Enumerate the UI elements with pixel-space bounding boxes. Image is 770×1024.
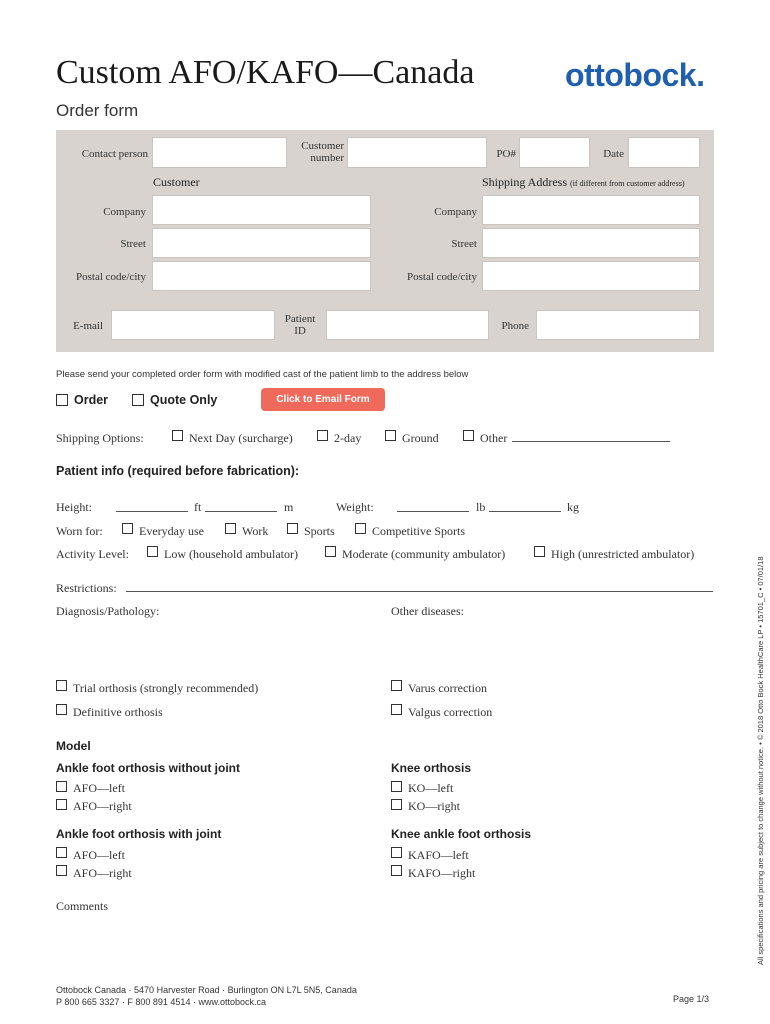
afo-joint-right-label: AFO—right — [73, 866, 132, 880]
date-label: Date — [603, 148, 624, 160]
ko-left-label: KO—left — [408, 781, 454, 795]
next-day-label: Next Day (surcharge) — [189, 431, 293, 445]
customer-number-label: Customer number — [301, 140, 344, 164]
m-unit: m — [284, 500, 294, 514]
activity-moderate-label: Moderate (community ambulator) — [342, 547, 506, 561]
weight-lb-line[interactable] — [397, 511, 469, 512]
competitive-sports-checkbox[interactable] — [355, 523, 366, 534]
kafo-heading: Knee ankle foot orthosis — [391, 827, 532, 841]
po-field[interactable] — [519, 137, 590, 168]
po-label: PO# — [496, 148, 516, 160]
footer-contact-line: P 800 665 3327 · F 800 891 4514 · www.ottobock.ca — [56, 997, 266, 1007]
shipping-options-label: Shipping Options: — [56, 431, 144, 445]
order-checkbox[interactable] — [56, 394, 68, 406]
other-shipping-label: Other — [480, 431, 508, 445]
company-field[interactable] — [152, 195, 371, 225]
date-field[interactable] — [628, 137, 700, 168]
height-label: Height: — [56, 500, 92, 514]
quote-only-label: Quote Only — [150, 393, 218, 407]
shipping-heading-note: (if different from customer address) — [570, 179, 685, 188]
other-shipping-line[interactable] — [512, 441, 670, 442]
work-checkbox[interactable] — [225, 523, 236, 534]
valgus-checkbox[interactable] — [391, 704, 402, 715]
other-shipping-checkbox[interactable] — [463, 430, 474, 441]
shipping-company-field[interactable] — [482, 195, 700, 225]
contact-person-label: Contact person — [81, 148, 148, 160]
ko-left-checkbox[interactable] — [391, 781, 402, 792]
email-form-button[interactable]: Click to Email Form — [261, 388, 385, 411]
patient-id-field[interactable] — [326, 310, 489, 340]
page-title: Custom AFO/KAFO—Canada — [56, 54, 475, 91]
street-label: Street — [120, 238, 146, 250]
kafo-right-checkbox[interactable] — [391, 865, 402, 876]
everyday-use-checkbox[interactable] — [122, 523, 133, 534]
two-day-checkbox[interactable] — [317, 430, 328, 441]
afo-left-checkbox[interactable] — [56, 781, 67, 792]
height-ft-line[interactable] — [116, 511, 188, 512]
weight-kg-line[interactable] — [489, 511, 561, 512]
sports-checkbox[interactable] — [287, 523, 298, 534]
ko-right-label: KO—right — [408, 799, 460, 813]
activity-low-label: Low (household ambulator) — [164, 547, 298, 561]
varus-label: Varus correction — [408, 681, 487, 695]
phone-field[interactable] — [536, 310, 700, 340]
model-heading: Model — [56, 739, 91, 753]
afo-left-label: AFO—left — [73, 781, 125, 795]
valgus-label: Valgus correction — [408, 705, 493, 719]
afo-joint-left-label: AFO—left — [73, 848, 125, 862]
patient-info-heading: Patient info (required before fabrication): — [56, 464, 300, 478]
shipping-heading — [482, 175, 685, 190]
street-field[interactable] — [152, 228, 371, 258]
customer-heading: Customer — [153, 175, 200, 189]
sports-label: Sports — [304, 524, 335, 538]
footer-address — [56, 984, 357, 1008]
height-m-line[interactable] — [205, 511, 277, 512]
varus-checkbox[interactable] — [391, 680, 402, 691]
activity-high-checkbox[interactable] — [534, 546, 545, 557]
afo-joint-right-checkbox[interactable] — [56, 865, 67, 876]
activity-high-label: High (unrestricted ambulator) — [551, 547, 695, 561]
worn-for-label: Worn for: — [56, 524, 103, 538]
definitive-orthosis-checkbox[interactable] — [56, 704, 67, 715]
lb-unit: lb — [476, 500, 486, 514]
trial-orthosis-checkbox[interactable] — [56, 680, 67, 691]
competitive-sports-label: Competitive Sports — [372, 524, 465, 538]
shipping-street-field[interactable] — [482, 228, 700, 258]
footer-address-line: Ottobock Canada · 5470 Harvester Road · Burlington ON L7L 5N5, Canada — [56, 985, 357, 995]
ko-right-checkbox[interactable] — [391, 799, 402, 810]
postal-field[interactable] — [152, 261, 371, 291]
contact-person-field[interactable] — [152, 137, 287, 168]
afo-no-joint-heading: Ankle foot orthosis without joint — [56, 761, 240, 775]
customer-number-field[interactable] — [347, 137, 487, 168]
instruction-note: Please send your completed order form with modified cast of the patient limb to the address below — [56, 369, 469, 380]
activity-low-checkbox[interactable] — [147, 546, 158, 557]
two-day-label: 2-day — [334, 431, 362, 445]
activity-moderate-checkbox[interactable] — [325, 546, 336, 557]
ottobock-logo: ottobock. — [565, 57, 705, 93]
postal-label: Postal code/city — [76, 271, 146, 283]
activity-level-label: Activity Level: — [56, 547, 129, 561]
diagnosis-label: Diagnosis/Pathology: — [56, 604, 160, 618]
shipping-postal-label: Postal code/city — [407, 271, 477, 283]
afo-joint-left-checkbox[interactable] — [56, 847, 67, 858]
kafo-right-label: KAFO—right — [408, 866, 476, 880]
knee-orthosis-heading: Knee orthosis — [391, 761, 472, 775]
kafo-left-checkbox[interactable] — [391, 847, 402, 858]
order-label: Order — [74, 393, 109, 407]
customer-info-panel — [56, 130, 714, 352]
shipping-heading-label: Shipping Address — [482, 175, 568, 189]
restrictions-line[interactable] — [126, 591, 713, 592]
afo-right-label: AFO—right — [73, 799, 132, 813]
trial-orthosis-label: Trial orthosis (strongly recommended) — [73, 681, 259, 695]
next-day-checkbox[interactable] — [172, 430, 183, 441]
kafo-left-label: KAFO—left — [408, 848, 469, 862]
afo-right-checkbox[interactable] — [56, 799, 67, 810]
afo-joint-heading: Ankle foot orthosis with joint — [56, 827, 222, 841]
quote-only-checkbox[interactable] — [132, 394, 144, 406]
shipping-company-label: Company — [434, 206, 477, 218]
shipping-postal-field[interactable] — [482, 261, 700, 291]
ground-checkbox[interactable] — [385, 430, 396, 441]
everyday-use-label: Everyday use — [139, 524, 204, 538]
email-field[interactable] — [111, 310, 275, 340]
weight-label: Weight: — [336, 500, 374, 514]
comments-label: Comments — [56, 899, 109, 913]
definitive-orthosis-label: Definitive orthosis — [73, 705, 163, 719]
email-label: E-mail — [73, 320, 103, 332]
page-number: Page 1/3 — [673, 994, 710, 1004]
legal-side-text: All specifications and pricing are subject to change without notice. • © 2018 Otto Bock HealthCare LP • 15701_C • 07/01/18 — [756, 556, 765, 965]
restrictions-label: Restrictions: — [56, 581, 117, 595]
page-subtitle: Order form — [56, 101, 139, 120]
other-diseases-label: Other diseases: — [391, 604, 464, 618]
company-label: Company — [103, 206, 146, 218]
phone-label: Phone — [501, 320, 529, 332]
patient-id-label: Patient ID — [284, 313, 316, 337]
work-label: Work — [242, 524, 269, 538]
kg-unit: kg — [567, 500, 579, 514]
shipping-street-label: Street — [451, 238, 477, 250]
ft-unit: ft — [194, 500, 202, 514]
ground-label: Ground — [402, 431, 439, 445]
